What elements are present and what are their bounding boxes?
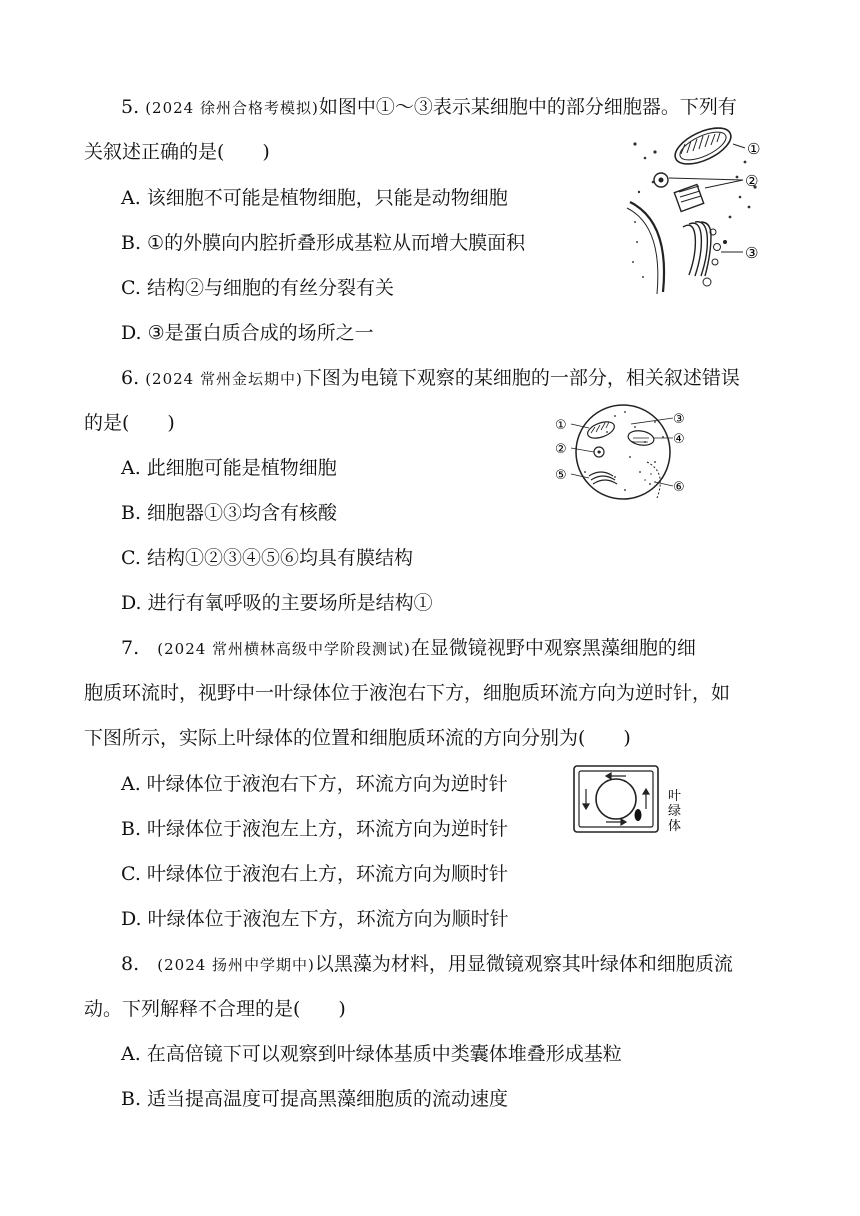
question-5-option-d: D. ③是蛋白质合成的场所之一: [121, 322, 374, 344]
question-5-option-b: B. ①的外膜向内腔折叠形成基粒从而增大膜面积: [121, 232, 526, 254]
question-5-stem-text: 如图中①～③表示某细胞中的部分细胞器。下列有: [318, 96, 737, 118]
golgi-drawing: [683, 222, 743, 286]
figure-6-label-2: ②: [555, 442, 567, 457]
figure-7-label-char-3: 体: [668, 819, 682, 834]
question-5-stem-line2: 关叙述正确的是( ): [84, 141, 270, 163]
question-7-stem-line3: 下图所示，实际上叶绿体的位置和细胞质环流的方向分别为( ): [84, 727, 631, 749]
question-8-stem-line1: [121, 952, 733, 977]
figure-6-label-1: ①: [555, 418, 567, 433]
question-8-stem-line2: 动。下列解释不合理的是( ): [84, 998, 346, 1020]
figure-6-label-4: ④: [673, 432, 685, 447]
question-6-option-b: B. 细胞器①③均含有核酸: [121, 502, 338, 524]
question-6-option-a: A. 此细胞可能是植物细胞: [121, 457, 337, 479]
question-7-source: (2024 常州横林高级中学阶段测试): [157, 640, 411, 658]
question-6-stem-line1: [121, 366, 740, 391]
figure-5-label-1: ①: [747, 140, 761, 158]
question-6-option-c: C. 结构①②③④⑤⑥均具有膜结构: [121, 547, 413, 569]
question-6-option-d: D. 进行有氧呼吸的主要场所是结构①: [121, 592, 433, 614]
question-5-source: (2024 徐州合格考模拟): [145, 99, 319, 117]
question-5-option-a: A. 该细胞不可能是植物细胞，只能是动物细胞: [121, 187, 508, 209]
question-7-option-a: A. 叶绿体位于液泡右下方，环流方向为逆时针: [121, 773, 508, 795]
question-5-option-c: C. 结构②与细胞的有丝分裂有关: [121, 277, 394, 299]
figure-7-label-char-2: 绿: [668, 804, 682, 819]
figure-5-label-2: ②: [745, 172, 759, 190]
question-8-number: 8.: [121, 953, 140, 975]
question-8-option-a: A. 在高倍镜下可以观察到叶绿体基质中类囊体堆叠形成基粒: [121, 1043, 622, 1065]
question-7-stem-text: 在显微镜视野中观察黑藻细胞的细: [410, 637, 696, 659]
figure-6-label-5: ⑤: [555, 468, 567, 483]
chloroplast-mark: [635, 809, 642, 821]
question-7-option-c: C. 叶绿体位于液泡右上方，环流方向为顺时针: [121, 863, 508, 885]
question-8-option-b: B. 适当提高温度可提高黑藻细胞质的流动速度: [121, 1088, 509, 1110]
question-8-stem-text: 以黑藻为材料，用显微镜观察其叶绿体和细胞质流: [314, 953, 733, 975]
question-7-stem-line2: 胞质环流时，视野中一叶绿体位于液泡右下方，细胞质环流方向为逆时针，如: [84, 682, 731, 704]
question-8-source: (2024 扬州中学期中): [157, 956, 315, 974]
question-7-option-d: D. 叶绿体位于液泡左下方，环流方向为顺时针: [121, 908, 509, 930]
centriole-drawing: [654, 173, 743, 212]
question-7-stem-line1: [121, 636, 696, 661]
figure-5-label-3: ③: [745, 244, 759, 262]
question-6-source: (2024 常州金坛期中): [145, 370, 303, 388]
question-7-option-b: B. 叶绿体位于液泡左上方，环流方向为逆时针: [121, 818, 509, 840]
figure-6-label-6: ⑥: [673, 480, 685, 495]
question-5-stem-line1: [121, 95, 737, 120]
figure-7-label-char-1: 叶: [668, 789, 682, 804]
question-6-stem-text: 下图为电镜下观察的某细胞的一部分，相关叙述错误: [302, 367, 740, 389]
question-7-number: 7.: [121, 637, 140, 659]
question-5-organelle-figure: [625, 122, 790, 297]
question-6-number: 6.: [121, 367, 140, 389]
question-6-cell-figure: [555, 402, 690, 502]
figure-6-label-3: ③: [673, 412, 685, 427]
mitochondrion-drawing: [670, 122, 745, 171]
question-6-stem-line2: 的是( ): [84, 412, 175, 434]
question-5-number: 5.: [121, 96, 140, 118]
question-7-cytoplasm-flow-figure: [572, 764, 692, 836]
